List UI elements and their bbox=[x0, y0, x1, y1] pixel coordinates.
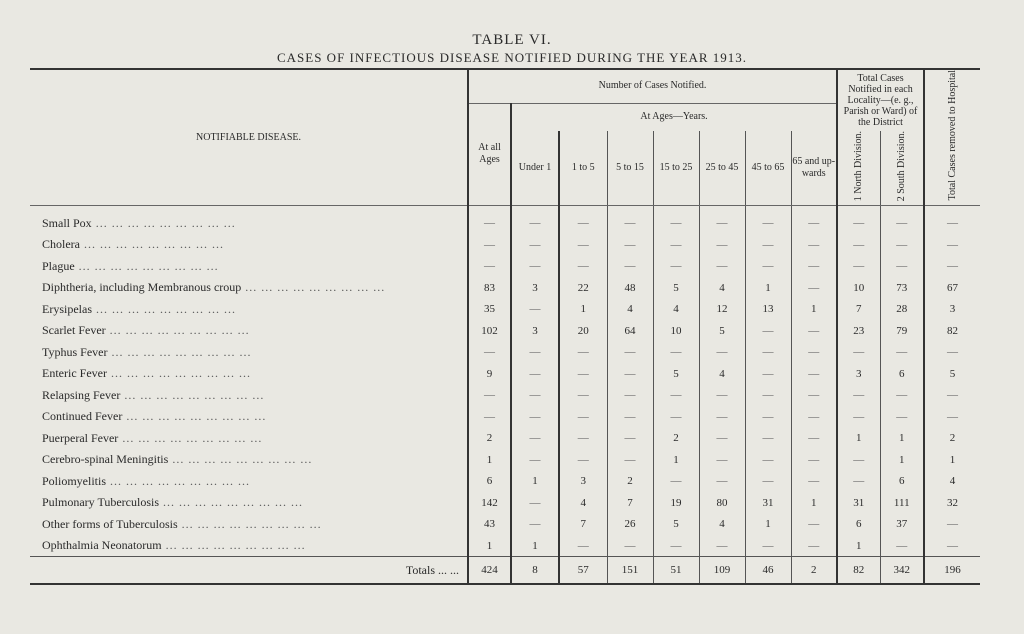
cell-value: 22 bbox=[559, 277, 607, 299]
cell-value: 6 bbox=[880, 363, 924, 385]
total-value: 109 bbox=[699, 557, 745, 585]
table-row bbox=[30, 206, 980, 234]
cell-value: — bbox=[745, 341, 791, 363]
cell-value: — bbox=[699, 255, 745, 277]
cell-value: — bbox=[837, 384, 880, 406]
table-subtitle: CASES OF INFECTIOUS DISEASE NOTIFIED DURING THE YEAR 1913. bbox=[276, 50, 748, 65]
cell-value: — bbox=[791, 513, 837, 535]
cell-value: — bbox=[511, 406, 559, 428]
cell-value: 37 bbox=[880, 513, 924, 535]
cell-value: 48 bbox=[607, 277, 653, 299]
cell-value: 4 bbox=[699, 513, 745, 535]
age-5-15-header: 5 to 15 bbox=[607, 131, 653, 206]
cell-value: 26 bbox=[607, 513, 653, 535]
disease-name: Ophthalmia Neonatorum ... ... ... ... ... ... ... ... ... bbox=[42, 538, 306, 553]
cell-value: — bbox=[699, 234, 745, 256]
age-15-25-header: 15 to 25 bbox=[653, 131, 699, 206]
cell-value: — bbox=[511, 341, 559, 363]
cell-value: 2 bbox=[607, 470, 653, 492]
cell-value: — bbox=[468, 206, 511, 234]
cell-value: — bbox=[653, 234, 699, 256]
cell-value: — bbox=[924, 535, 980, 557]
disease-name: Pulmonary Tuberculosis ... ... ... ... ... ... ... ... ... bbox=[42, 495, 304, 510]
cell-value: 83 bbox=[468, 277, 511, 299]
cell-value: — bbox=[880, 255, 924, 277]
cell-value: 32 bbox=[924, 492, 980, 514]
cell-value: 67 bbox=[924, 277, 980, 299]
table-row bbox=[30, 341, 980, 363]
cell-value: — bbox=[511, 492, 559, 514]
cell-value: 2 bbox=[468, 427, 511, 449]
cell-value: 7 bbox=[837, 298, 880, 320]
cell-value: — bbox=[607, 384, 653, 406]
total-value: 46 bbox=[745, 557, 791, 585]
cell-value: — bbox=[468, 234, 511, 256]
cell-value: 31 bbox=[837, 492, 880, 514]
cell-value: — bbox=[607, 535, 653, 557]
cell-value: — bbox=[511, 427, 559, 449]
cell-value: — bbox=[791, 535, 837, 557]
cell-value: 20 bbox=[559, 320, 607, 342]
cell-value: — bbox=[607, 234, 653, 256]
age-25-45-header: 25 to 45 bbox=[699, 131, 745, 206]
cell-value: — bbox=[511, 298, 559, 320]
cell-value: — bbox=[924, 406, 980, 428]
cell-value: — bbox=[924, 255, 980, 277]
cell-value: — bbox=[837, 406, 880, 428]
cell-value: 5 bbox=[924, 363, 980, 385]
cell-value: — bbox=[699, 341, 745, 363]
cell-value: — bbox=[699, 427, 745, 449]
south-division-header: 2 South Division. bbox=[880, 131, 924, 206]
cell-value: — bbox=[607, 341, 653, 363]
cell-value: 1 bbox=[837, 427, 880, 449]
cell-value: 1 bbox=[468, 535, 511, 557]
cell-value: — bbox=[559, 255, 607, 277]
cell-value: 4 bbox=[607, 298, 653, 320]
total-value: 57 bbox=[559, 557, 607, 585]
cell-value: 64 bbox=[607, 320, 653, 342]
cell-value: 7 bbox=[607, 492, 653, 514]
table-row bbox=[30, 320, 980, 342]
cell-value: — bbox=[699, 535, 745, 557]
cell-value: — bbox=[607, 363, 653, 385]
cell-value: — bbox=[791, 320, 837, 342]
cell-value: — bbox=[468, 384, 511, 406]
disease-name: Continued Fever ... ... ... ... ... ... ... ... ... bbox=[42, 409, 267, 424]
cell-value: — bbox=[468, 255, 511, 277]
cell-value: — bbox=[653, 206, 699, 234]
cell-value: 4 bbox=[699, 363, 745, 385]
total-value: 424 bbox=[468, 557, 511, 585]
disease-name: Typhus Fever ... ... ... ... ... ... ... ... ... bbox=[42, 344, 252, 359]
cell-value: 4 bbox=[699, 277, 745, 299]
cell-value: 111 bbox=[880, 492, 924, 514]
disease-name: Relapsing Fever ... ... ... ... ... ... ... ... ... bbox=[42, 387, 265, 402]
total-value: 51 bbox=[653, 557, 699, 585]
cell-value: — bbox=[653, 384, 699, 406]
cell-value: 35 bbox=[468, 298, 511, 320]
cell-value: — bbox=[880, 535, 924, 557]
cell-value: — bbox=[607, 255, 653, 277]
cell-value: 10 bbox=[837, 277, 880, 299]
cell-value: 1 bbox=[745, 513, 791, 535]
removed-header: Total Cases removed to Hospital bbox=[924, 69, 980, 206]
cell-value: 9 bbox=[468, 363, 511, 385]
table-row bbox=[30, 535, 980, 557]
table-body bbox=[30, 206, 980, 585]
cell-value: — bbox=[699, 470, 745, 492]
disease-name: Plague ... ... ... ... ... ... ... ... ... bbox=[42, 258, 219, 273]
cell-value: — bbox=[653, 341, 699, 363]
disease-name: Poliomyelitis ... ... ... ... ... ... ... ... ... bbox=[42, 473, 251, 488]
cell-value: — bbox=[791, 449, 837, 471]
at-ages-header: At Ages—Years. bbox=[511, 103, 837, 131]
age-45-65-header: 45 to 65 bbox=[745, 131, 791, 206]
cell-value: 1 bbox=[880, 449, 924, 471]
cell-value: — bbox=[699, 206, 745, 234]
cell-value: 31 bbox=[745, 492, 791, 514]
cell-value: 43 bbox=[468, 513, 511, 535]
total-value: 2 bbox=[791, 557, 837, 585]
cell-value: 73 bbox=[880, 277, 924, 299]
total-value: 8 bbox=[511, 557, 559, 585]
cell-value: — bbox=[791, 363, 837, 385]
disease-name: Cholera ... ... ... ... ... ... ... ... ... bbox=[42, 237, 224, 252]
cell-value: — bbox=[924, 341, 980, 363]
cell-value: 80 bbox=[699, 492, 745, 514]
cell-value: 6 bbox=[468, 470, 511, 492]
cell-value: — bbox=[924, 206, 980, 234]
table-row bbox=[30, 234, 980, 256]
cell-value: — bbox=[699, 406, 745, 428]
cell-value: — bbox=[791, 341, 837, 363]
cell-value: 5 bbox=[653, 277, 699, 299]
cell-value: — bbox=[837, 470, 880, 492]
cell-value: — bbox=[745, 206, 791, 234]
total-value: 342 bbox=[880, 557, 924, 585]
north-division-header: 1 North Division. bbox=[837, 131, 880, 206]
cell-value: — bbox=[607, 406, 653, 428]
cell-value: 82 bbox=[924, 320, 980, 342]
cell-value: 4 bbox=[924, 470, 980, 492]
cell-value: — bbox=[559, 449, 607, 471]
disease-name: Enteric Fever ... ... ... ... ... ... ... ... ... bbox=[42, 366, 251, 381]
cell-value: — bbox=[791, 470, 837, 492]
cell-value: — bbox=[559, 206, 607, 234]
cell-value: — bbox=[653, 406, 699, 428]
cell-value: — bbox=[653, 535, 699, 557]
cell-value: 2 bbox=[653, 427, 699, 449]
cell-value: 3 bbox=[511, 277, 559, 299]
cell-value: 5 bbox=[653, 363, 699, 385]
cell-value: — bbox=[837, 341, 880, 363]
cell-value: — bbox=[837, 255, 880, 277]
cell-value: 3 bbox=[559, 470, 607, 492]
cell-value: 13 bbox=[745, 298, 791, 320]
cell-value: 6 bbox=[880, 470, 924, 492]
cell-value: 2 bbox=[924, 427, 980, 449]
cell-value: — bbox=[607, 206, 653, 234]
cell-value: 28 bbox=[880, 298, 924, 320]
cell-value: — bbox=[791, 234, 837, 256]
table-row bbox=[30, 449, 980, 471]
cell-value: — bbox=[791, 406, 837, 428]
disease-name: Scarlet Fever ... ... ... ... ... ... ... ... ... bbox=[42, 323, 250, 338]
table-row bbox=[30, 406, 980, 428]
table-row bbox=[30, 470, 980, 492]
cell-value: — bbox=[559, 384, 607, 406]
cell-value: — bbox=[559, 406, 607, 428]
cell-value: 1 bbox=[791, 298, 837, 320]
cell-value: 79 bbox=[880, 320, 924, 342]
number-notified-header: Number of Cases Notified. bbox=[468, 69, 837, 103]
cell-value: — bbox=[653, 470, 699, 492]
cell-value: 23 bbox=[837, 320, 880, 342]
cell-value: — bbox=[468, 341, 511, 363]
cell-value: — bbox=[880, 234, 924, 256]
cell-value: — bbox=[468, 406, 511, 428]
cell-value: 1 bbox=[653, 449, 699, 471]
total-value: 151 bbox=[607, 557, 653, 585]
disease-name: Diphtheria, including Membranous croup ... ... ... ... ... ... ... ... ... bbox=[42, 280, 386, 295]
cell-value: 19 bbox=[653, 492, 699, 514]
cell-value: — bbox=[745, 470, 791, 492]
cell-value: — bbox=[880, 384, 924, 406]
cell-value: 1 bbox=[880, 427, 924, 449]
cell-value: 5 bbox=[653, 513, 699, 535]
cell-value: — bbox=[745, 427, 791, 449]
cell-value: 1 bbox=[745, 277, 791, 299]
cell-value: — bbox=[559, 234, 607, 256]
cell-value: — bbox=[791, 427, 837, 449]
total-value: 196 bbox=[924, 557, 980, 585]
cell-value: — bbox=[745, 449, 791, 471]
cell-value: — bbox=[880, 406, 924, 428]
all-ages-header: At all Ages bbox=[468, 103, 511, 206]
cell-value: — bbox=[607, 427, 653, 449]
cell-value: — bbox=[791, 384, 837, 406]
cell-value: — bbox=[791, 206, 837, 234]
cell-value: — bbox=[511, 449, 559, 471]
cell-value: — bbox=[511, 384, 559, 406]
age-under-1-header: Under 1 bbox=[511, 131, 559, 206]
cell-value: 1 bbox=[837, 535, 880, 557]
cell-value: 12 bbox=[699, 298, 745, 320]
cell-value: — bbox=[745, 406, 791, 428]
cell-value: 142 bbox=[468, 492, 511, 514]
cell-value: — bbox=[699, 449, 745, 471]
disease-name: Cerebro-spinal Meningitis ... ... ... ... ... ... ... ... ... bbox=[42, 452, 313, 467]
disease-table bbox=[30, 68, 980, 585]
cell-value: — bbox=[924, 384, 980, 406]
cell-value: 1 bbox=[511, 535, 559, 557]
disease-name: Other forms of Tuberculosis ... ... ... ... ... ... ... ... ... bbox=[42, 516, 322, 531]
cell-value: 5 bbox=[699, 320, 745, 342]
cell-value: — bbox=[837, 234, 880, 256]
locality-header: Total Cases Notified in each Locality—(e. g., Parish or Ward) of the District bbox=[837, 69, 924, 131]
cell-value: — bbox=[880, 206, 924, 234]
cell-value: — bbox=[837, 206, 880, 234]
disease-name: Small Pox ... ... ... ... ... ... ... ... ... bbox=[42, 215, 236, 230]
cell-value: 3 bbox=[924, 298, 980, 320]
table-row bbox=[30, 427, 980, 449]
cell-value: 1 bbox=[511, 470, 559, 492]
cell-value: 1 bbox=[924, 449, 980, 471]
cell-value: 7 bbox=[559, 513, 607, 535]
cell-value: — bbox=[837, 449, 880, 471]
table-row bbox=[30, 513, 980, 535]
age-65-up-header: 65 and up-wards bbox=[791, 131, 837, 206]
table-row bbox=[30, 298, 980, 320]
cell-value: — bbox=[511, 255, 559, 277]
cell-value: — bbox=[511, 206, 559, 234]
cell-value: 3 bbox=[837, 363, 880, 385]
cell-value: — bbox=[745, 535, 791, 557]
table-row bbox=[30, 277, 980, 299]
disease-name: Erysipelas ... ... ... ... ... ... ... ... ... bbox=[42, 301, 236, 316]
cell-value: 102 bbox=[468, 320, 511, 342]
cell-value: — bbox=[511, 513, 559, 535]
cell-value: — bbox=[745, 255, 791, 277]
cell-value: — bbox=[607, 449, 653, 471]
cell-value: 3 bbox=[511, 320, 559, 342]
totals-label: Totals ... ... bbox=[30, 557, 468, 585]
cell-value: 4 bbox=[559, 492, 607, 514]
cell-value: — bbox=[924, 234, 980, 256]
totals-row bbox=[30, 557, 980, 585]
disease-name: Puerperal Fever ... ... ... ... ... ... ... ... ... bbox=[42, 430, 263, 445]
cell-value: — bbox=[511, 234, 559, 256]
cell-value: — bbox=[559, 535, 607, 557]
cell-value: — bbox=[745, 320, 791, 342]
cell-value: — bbox=[559, 341, 607, 363]
table-row bbox=[30, 255, 980, 277]
cell-value: 6 bbox=[837, 513, 880, 535]
table-row bbox=[30, 384, 980, 406]
cell-value: 1 bbox=[791, 492, 837, 514]
cell-value: — bbox=[924, 513, 980, 535]
cell-value: 1 bbox=[468, 449, 511, 471]
total-value: 82 bbox=[837, 557, 880, 585]
age-1-5-header: 1 to 5 bbox=[559, 131, 607, 206]
cell-value: — bbox=[559, 363, 607, 385]
cell-value: — bbox=[880, 341, 924, 363]
cell-value: — bbox=[791, 255, 837, 277]
cell-value: — bbox=[745, 384, 791, 406]
table-title: TABLE VI. bbox=[472, 32, 552, 48]
table-row bbox=[30, 492, 980, 514]
table-row bbox=[30, 363, 980, 385]
cell-value: — bbox=[559, 427, 607, 449]
cell-value: 4 bbox=[653, 298, 699, 320]
cell-value: — bbox=[699, 384, 745, 406]
cell-value: — bbox=[653, 255, 699, 277]
cell-value: — bbox=[511, 363, 559, 385]
cell-value: — bbox=[745, 363, 791, 385]
cell-value: — bbox=[745, 234, 791, 256]
disease-header: NOTIFIABLE DISEASE. bbox=[30, 69, 468, 206]
cell-value: — bbox=[791, 277, 837, 299]
cell-value: 10 bbox=[653, 320, 699, 342]
cell-value: 1 bbox=[559, 298, 607, 320]
